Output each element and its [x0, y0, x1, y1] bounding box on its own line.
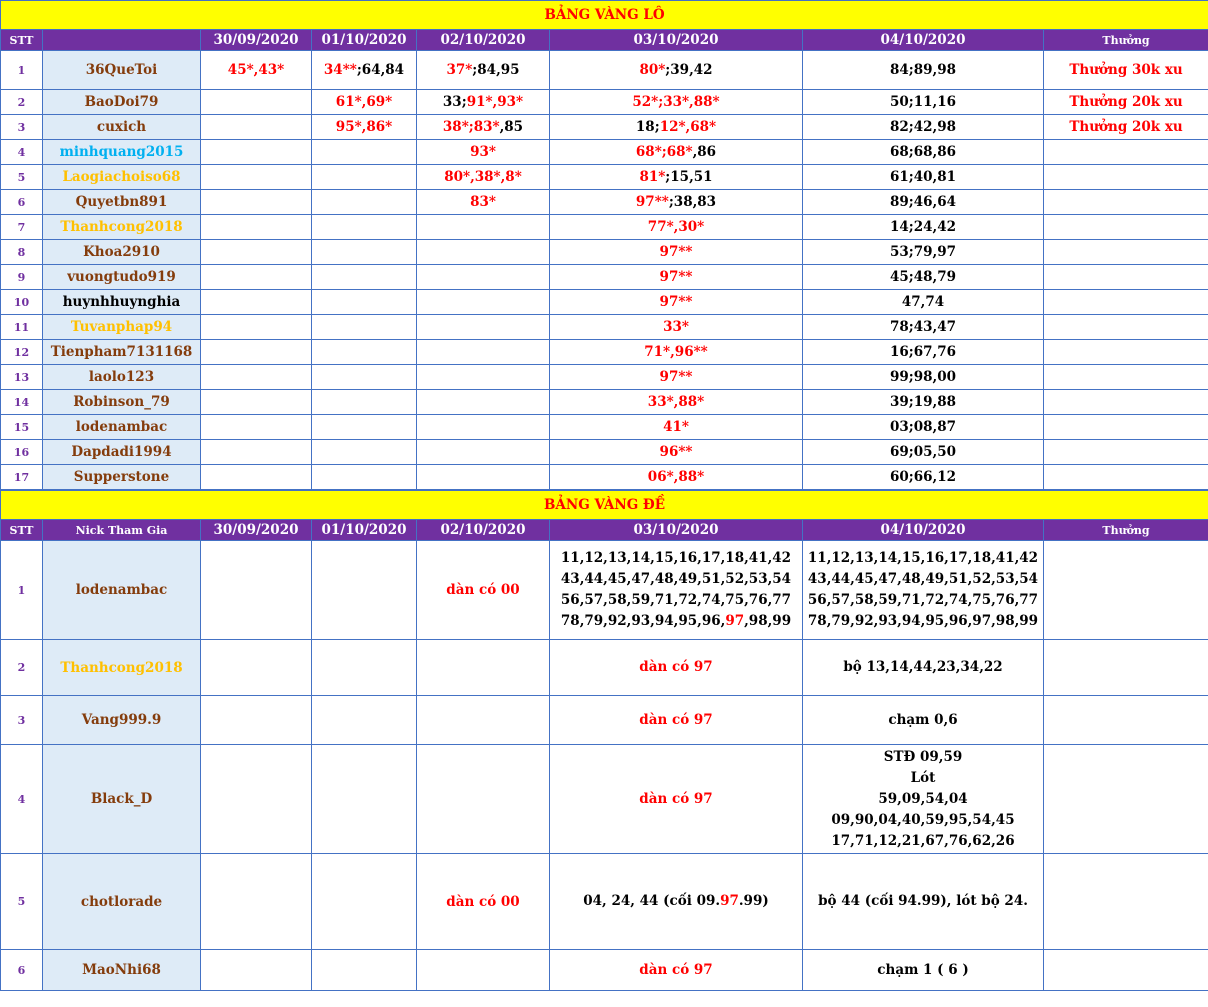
date-cell-4: [550, 415, 803, 440]
value-text: STĐ 09,59: [883, 748, 963, 765]
row-number: 2: [1, 640, 43, 696]
date-cell-5: 68;68,86: [803, 140, 1044, 165]
value-text: 18;: [635, 119, 660, 135]
lo-table-row: [1, 415, 1208, 440]
lo-table-row: [1, 240, 1208, 265]
date-cell-5: 84;89,98: [803, 51, 1044, 90]
value-text: dàn có 97: [639, 961, 713, 978]
header-date-5: 04/10/2020: [803, 520, 1044, 541]
nick-cell: Thanhcong2018: [43, 215, 201, 240]
value-text: 38*;83*: [442, 119, 500, 135]
date-cell-5: 82;42,98: [803, 115, 1044, 140]
lo-table-row: [1, 140, 1208, 165]
date-cell-5: 78;43,47: [803, 315, 1044, 340]
date-cell-4: [550, 51, 803, 90]
reward-cell: [1044, 415, 1208, 440]
row-number: 8: [1, 240, 43, 265]
reward-cell: [1044, 854, 1208, 950]
nick-cell: vuongtudo919: [43, 265, 201, 290]
value-text: 80*,38*,8*: [444, 169, 522, 185]
lo-table-row: [1, 340, 1208, 365]
lo-table-row: [1, 365, 1208, 390]
lo-table-row: [1, 465, 1208, 490]
nick-cell: Tuvanphap94: [43, 315, 201, 340]
date-cell-5: [803, 745, 1044, 854]
header-date-4: 03/10/2020: [550, 30, 803, 51]
value-text: 97**: [659, 269, 693, 285]
nick-cell: minhquang2015: [43, 140, 201, 165]
lo-table-row: [1, 315, 1208, 340]
date-cell-4: [550, 440, 803, 465]
date-cell-2: [312, 440, 417, 465]
de-table-row: [1, 950, 1208, 991]
date-cell-1: [201, 415, 312, 440]
date-cell-3: [417, 696, 550, 745]
date-cell-4: [550, 745, 803, 854]
value-text: 97**: [659, 244, 693, 260]
de-table-row: [1, 696, 1208, 745]
row-number: 14: [1, 390, 43, 415]
date-cell-4: [550, 165, 803, 190]
date-cell-3: [417, 90, 550, 115]
nick-cell: cuxich: [43, 115, 201, 140]
value-text: 78,79,92,93,94,95,96,97,98,99: [807, 613, 1039, 629]
value-text: 34**: [323, 62, 357, 78]
date-cell-2: [312, 365, 417, 390]
date-cell-5: 99;98,00: [803, 365, 1044, 390]
date-cell-1: [201, 745, 312, 854]
date-cell-2: [312, 90, 417, 115]
date-cell-5: 50;11,16: [803, 90, 1044, 115]
date-cell-3: [417, 140, 550, 165]
reward-cell: [1044, 190, 1208, 215]
nick-cell: huynhhuynghia: [43, 290, 201, 315]
reward-cell: [1044, 140, 1208, 165]
lo-title: BẢNG VÀNG LÔ: [1, 1, 1208, 30]
value-text: dàn có 00: [446, 582, 520, 598]
value-text: bộ 13,14,44,23,34,22: [843, 659, 1003, 675]
row-number: 5: [1, 165, 43, 190]
date-cell-2: [312, 415, 417, 440]
date-cell-3: [417, 115, 550, 140]
value-text: 97**: [659, 369, 693, 385]
row-number: 1: [1, 51, 43, 90]
date-cell-1: [201, 365, 312, 390]
date-cell-5: [803, 696, 1044, 745]
nick-cell: Robinson_79: [43, 390, 201, 415]
date-cell-1: [201, 640, 312, 696]
date-cell-3: [417, 640, 550, 696]
value-text: 37*: [446, 62, 473, 78]
date-cell-2: [312, 465, 417, 490]
date-cell-5: 89;46,64: [803, 190, 1044, 215]
value-text: ,85: [499, 119, 524, 135]
reward-cell: [1044, 215, 1208, 240]
date-cell-4: [550, 854, 803, 950]
header-nick: Nick Tham Gia: [43, 520, 201, 541]
date-cell-1: [201, 315, 312, 340]
date-cell-3: [417, 854, 550, 950]
date-cell-2: [312, 215, 417, 240]
nick-cell: Supperstone: [43, 465, 201, 490]
date-cell-4: [550, 390, 803, 415]
value-text: 33*,88*: [647, 394, 705, 410]
date-cell-3: [417, 290, 550, 315]
date-cell-5: 16;67,76: [803, 340, 1044, 365]
row-number: 1: [1, 541, 43, 640]
date-cell-5: 61;40,81: [803, 165, 1044, 190]
value-text: 83*: [470, 194, 496, 210]
date-cell-5: [803, 640, 1044, 696]
value-text: dàn có 97: [639, 711, 713, 728]
value-text: 56,57,58,59,71,72,74,75,76,77: [560, 592, 792, 608]
value-text: 43,44,45,47,48,49,51,52,53,54: [807, 571, 1039, 587]
date-cell-4: [550, 115, 803, 140]
date-cell-1: [201, 854, 312, 950]
row-number: 3: [1, 696, 43, 745]
reward-cell: [1044, 950, 1208, 991]
reward-cell: [1044, 465, 1208, 490]
date-cell-5: 45;48,79: [803, 265, 1044, 290]
row-number: 13: [1, 365, 43, 390]
row-number: 10: [1, 290, 43, 315]
value-text: ;38,83: [668, 194, 717, 210]
date-cell-1: [201, 115, 312, 140]
date-cell-3: [417, 465, 550, 490]
date-cell-4: [550, 140, 803, 165]
date-cell-1: [201, 541, 312, 640]
date-cell-4: [550, 290, 803, 315]
date-cell-5: [803, 950, 1044, 991]
date-cell-4: [550, 950, 803, 991]
date-cell-2: [312, 240, 417, 265]
row-number: 16: [1, 440, 43, 465]
header-reward: Thưởng: [1044, 30, 1208, 51]
bang-vang-de-table: [0, 490, 1208, 991]
reward-cell: Thưởng 30k xu: [1044, 51, 1208, 90]
lo-table-row: [1, 51, 1208, 90]
nick-cell: Laogiachoiso68: [43, 165, 201, 190]
lo-table-row: [1, 265, 1208, 290]
nick-cell: chotlorade: [43, 854, 201, 950]
value-text: chạm 0,6: [888, 711, 958, 728]
lo-header-row: [1, 30, 1208, 51]
date-cell-2: [312, 315, 417, 340]
date-cell-2: [312, 745, 417, 854]
value-text: bộ 44 (cối 94.99), lót bộ 24.: [818, 893, 1028, 909]
reward-cell: [1044, 340, 1208, 365]
value-text: 43,44,45,47,48,49,51,52,53,54: [560, 571, 792, 587]
date-cell-1: [201, 51, 312, 90]
lo-table-row: [1, 115, 1208, 140]
row-number: 4: [1, 745, 43, 854]
date-cell-1: [201, 290, 312, 315]
value-text: dàn có 97: [639, 659, 713, 675]
de-table-row: [1, 541, 1208, 640]
nick-cell: Thanhcong2018: [43, 640, 201, 696]
header-stt: STT: [1, 520, 43, 541]
header-nick: [43, 30, 201, 51]
reward-cell: [1044, 315, 1208, 340]
date-cell-3: [417, 950, 550, 991]
value-text: 12*,68*: [659, 119, 717, 135]
date-cell-1: [201, 340, 312, 365]
value-text: 52*;33*,88*: [632, 94, 720, 110]
date-cell-2: [312, 950, 417, 991]
reward-cell: [1044, 290, 1208, 315]
date-cell-3: [417, 165, 550, 190]
date-cell-1: [201, 696, 312, 745]
date-cell-2: [312, 390, 417, 415]
date-cell-1: [201, 440, 312, 465]
date-cell-5: 14;24,42: [803, 215, 1044, 240]
reward-cell: [1044, 696, 1208, 745]
row-number: 7: [1, 215, 43, 240]
date-cell-4: [550, 190, 803, 215]
date-cell-3: [417, 51, 550, 90]
date-cell-1: [201, 950, 312, 991]
date-cell-3: [417, 365, 550, 390]
value-text: 93*: [470, 144, 496, 160]
date-cell-4: [550, 465, 803, 490]
date-cell-4: [550, 696, 803, 745]
lo-table-row: [1, 440, 1208, 465]
row-number: 11: [1, 315, 43, 340]
reward-cell: [1044, 640, 1208, 696]
reward-cell: Thưởng 20k xu: [1044, 90, 1208, 115]
value-text: 61*,69*: [335, 94, 393, 110]
value-text: 81*: [639, 169, 666, 185]
date-cell-5: 60;66,12: [803, 465, 1044, 490]
value-text: 41*: [663, 419, 689, 435]
row-number: 17: [1, 465, 43, 490]
nick-cell: Dapdadi1994: [43, 440, 201, 465]
nick-cell: Black_D: [43, 745, 201, 854]
date-cell-1: [201, 215, 312, 240]
date-cell-4: [550, 90, 803, 115]
date-cell-4: [550, 365, 803, 390]
value-text: 11,12,13,14,15,16,17,18,41,42: [807, 550, 1039, 566]
value-text: ,86: [692, 144, 717, 160]
date-cell-5: [803, 854, 1044, 950]
date-cell-1: [201, 165, 312, 190]
reward-cell: [1044, 165, 1208, 190]
header-date-1: 30/09/2020: [201, 30, 312, 51]
date-cell-5: 53;79,97: [803, 240, 1044, 265]
date-cell-1: [201, 265, 312, 290]
value-text: 95*,86*: [335, 119, 393, 135]
date-cell-5: 69;05,50: [803, 440, 1044, 465]
date-cell-2: [312, 190, 417, 215]
date-cell-3: [417, 240, 550, 265]
date-cell-2: [312, 265, 417, 290]
date-cell-2: [312, 854, 417, 950]
lo-table-row: [1, 390, 1208, 415]
nick-cell: laolo123: [43, 365, 201, 390]
header-date-2: 01/10/2020: [312, 520, 417, 541]
value-text: 56,57,58,59,71,72,74,75,76,77: [807, 592, 1039, 608]
nick-cell: 36QueToi: [43, 51, 201, 90]
date-cell-4: [550, 240, 803, 265]
date-cell-3: [417, 215, 550, 240]
value-text: .99): [738, 893, 769, 909]
reward-cell: Thưởng 20k xu: [1044, 115, 1208, 140]
value-text: 97**: [659, 294, 693, 310]
reward-cell: [1044, 745, 1208, 854]
date-cell-3: [417, 745, 550, 854]
nick-cell: lodenambac: [43, 415, 201, 440]
reward-cell: [1044, 365, 1208, 390]
date-cell-3: [417, 315, 550, 340]
value-text: 77*,30*: [647, 219, 705, 235]
value-text: Lót: [910, 769, 936, 786]
value-text: ;84,95: [472, 62, 520, 78]
value-text: ;64,84: [356, 62, 405, 78]
value-text: 09,90,04,40,59,95,54,45: [831, 811, 1015, 828]
value-text: ;39,42: [665, 62, 713, 78]
date-cell-3: [417, 265, 550, 290]
date-cell-5: [803, 541, 1044, 640]
date-cell-1: [201, 465, 312, 490]
value-text: chạm 1 ( 6 ): [877, 961, 969, 978]
row-number: 9: [1, 265, 43, 290]
value-text: 11,12,13,14,15,16,17,18,41,42: [560, 550, 792, 566]
date-cell-4: [550, 640, 803, 696]
date-cell-5: 39;19,88: [803, 390, 1044, 415]
date-cell-1: [201, 140, 312, 165]
header-date-5: 04/10/2020: [803, 30, 1044, 51]
lo-table-row: [1, 165, 1208, 190]
date-cell-2: [312, 541, 417, 640]
lo-table-row: [1, 290, 1208, 315]
header-reward: Thưởng: [1044, 520, 1208, 541]
lo-table-row: [1, 190, 1208, 215]
value-text: 91*,93*: [466, 94, 524, 110]
date-cell-3: [417, 390, 550, 415]
value-text: 96**: [659, 444, 693, 460]
de-header-row: [1, 520, 1208, 541]
value-text: 45*,43*: [227, 62, 285, 78]
value-text: 33*: [663, 319, 689, 335]
header-date-1: 30/09/2020: [201, 520, 312, 541]
value-text: 04, 24, 44 (cối 09.: [583, 893, 721, 909]
value-text: 97: [725, 613, 745, 629]
row-number: 3: [1, 115, 43, 140]
de-table-row: [1, 640, 1208, 696]
date-cell-3: [417, 415, 550, 440]
date-cell-2: [312, 115, 417, 140]
value-text: 17,71,12,21,67,76,62,26: [831, 832, 1015, 849]
date-cell-2: [312, 51, 417, 90]
date-cell-4: [550, 315, 803, 340]
reward-cell: [1044, 240, 1208, 265]
date-cell-2: [312, 640, 417, 696]
reward-cell: [1044, 541, 1208, 640]
lo-table-row: [1, 90, 1208, 115]
value-text: 97: [720, 893, 739, 909]
row-number: 6: [1, 950, 43, 991]
row-number: 15: [1, 415, 43, 440]
de-table-row: [1, 854, 1208, 950]
nick-cell: Khoa2910: [43, 240, 201, 265]
reward-cell: [1044, 265, 1208, 290]
de-title: BẢNG VÀNG ĐỀ: [1, 491, 1208, 520]
date-cell-1: [201, 240, 312, 265]
header-stt: STT: [1, 30, 43, 51]
date-cell-1: [201, 390, 312, 415]
date-cell-1: [201, 90, 312, 115]
row-number: 6: [1, 190, 43, 215]
date-cell-5: 47,74: [803, 290, 1044, 315]
date-cell-4: [550, 340, 803, 365]
date-cell-2: [312, 340, 417, 365]
header-date-3: 02/10/2020: [417, 520, 550, 541]
value-text: dàn có 00: [446, 893, 520, 910]
value-text: 06*,88*: [647, 469, 705, 485]
lo-table-row: [1, 215, 1208, 240]
header-date-4: 03/10/2020: [550, 520, 803, 541]
date-cell-4: [550, 265, 803, 290]
value-text: 97**: [635, 194, 669, 210]
value-text: 78,79,92,93,94,95,96,: [560, 613, 726, 629]
nick-cell: MaoNhi68: [43, 950, 201, 991]
bang-vang-lo-table: [0, 0, 1208, 490]
reward-cell: [1044, 440, 1208, 465]
value-text: 33;: [442, 94, 467, 110]
date-cell-2: [312, 290, 417, 315]
reward-cell: [1044, 390, 1208, 415]
date-cell-4: [550, 541, 803, 640]
value-text: ,98,99: [744, 613, 792, 629]
nick-cell: Quyetbn891: [43, 190, 201, 215]
header-date-2: 01/10/2020: [312, 30, 417, 51]
nick-cell: Vang999.9: [43, 696, 201, 745]
date-cell-1: [201, 190, 312, 215]
value-text: 68*;68*: [635, 144, 693, 160]
value-text: 71*,96**: [644, 344, 708, 360]
date-cell-3: [417, 541, 550, 640]
date-cell-2: [312, 140, 417, 165]
value-text: ;15,51: [665, 169, 713, 185]
header-date-3: 02/10/2020: [417, 30, 550, 51]
row-number: 2: [1, 90, 43, 115]
row-number: 4: [1, 140, 43, 165]
date-cell-5: 03;08,87: [803, 415, 1044, 440]
nick-cell: Tienpham7131168: [43, 340, 201, 365]
value-text: dàn có 97: [639, 790, 713, 807]
de-table-row: [1, 745, 1208, 854]
nick-cell: lodenambac: [43, 541, 201, 640]
nick-cell: BaoDoi79: [43, 90, 201, 115]
row-number: 5: [1, 854, 43, 950]
date-cell-2: [312, 165, 417, 190]
value-text: 80*: [639, 62, 666, 78]
date-cell-3: [417, 340, 550, 365]
date-cell-3: [417, 440, 550, 465]
value-text: 59,09,54,04: [878, 790, 968, 807]
row-number: 12: [1, 340, 43, 365]
date-cell-4: [550, 215, 803, 240]
date-cell-3: [417, 190, 550, 215]
date-cell-2: [312, 696, 417, 745]
